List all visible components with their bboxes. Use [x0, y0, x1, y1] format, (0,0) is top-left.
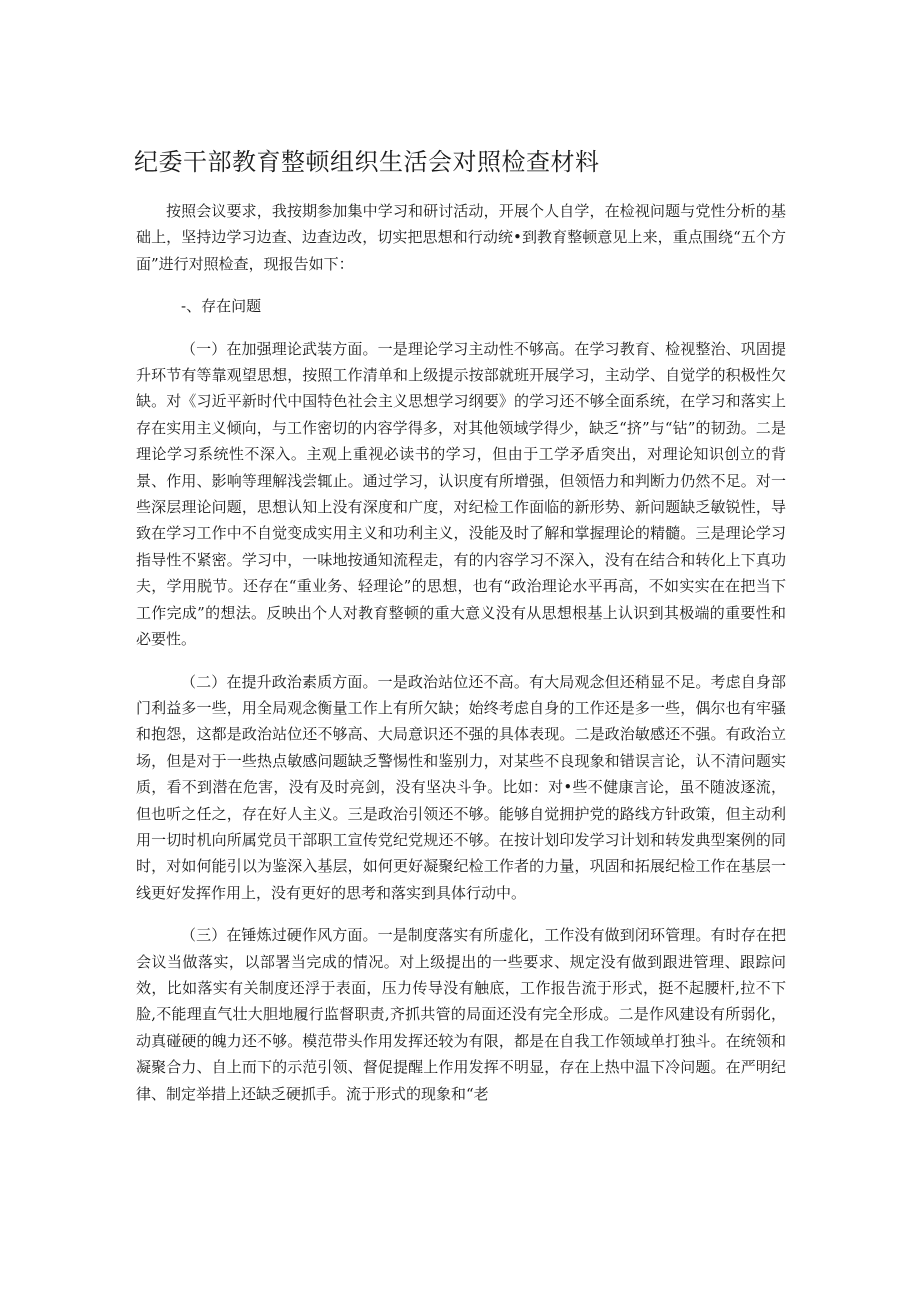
paragraph-style: （三）在锤炼过硬作风方面。一是制度落实有所虚化，工作没有做到闭环管理。有时存在把会议当做落实，以部署当完成的情况。对上级提出的一些要求、规定没有做到跟进管理、跟踪问效，比如落实有关制度还浮于表面，压力传导没有触底，工作报告流于形式，挺不起腰杆,拉不下脸,不能理直气壮大胆地履行监督职责,齐抓共管的局面还没有完全形成。二是作风建设有所弱化，动真碰硬的魄力还不够。模范带头作用发挥还较为有限，都是在自我工作领域单打独斗。在统领和凝聚合力、自上而下的示范引领、督促提醒上作用发挥不明显，存在上热中温下冷问题。在严明纪律、制定举措上还缺乏硬抓手。流于形式的现象和“老: [136, 926, 786, 1103]
section-heading: -、存在问题: [181, 297, 262, 316]
document-body: [136, 198, 786, 1123]
document-title: 纪委干部教育整顿组织生活会对照检查材料: [134, 148, 600, 176]
paragraph-politics: （二）在提升政治素质方面。一是政治站位还不高。有大局观念但还稍显不足。考虑自身部门利益多一些，用全局观念衡量工作上有所欠缺；始终考虑自身的工作还是多一些，偶尔也有牢骚和抱怨，这都是政治站位还不够高、大局意识还不强的具体表现。二是政治敏感还不强。有政治立场，但是对于一些热点敏感问题缺乏警惕性和鉴别力，对某些不良现象和错误言论，认不清问题实质，看不到潜在危害，没有及时亮剑，没有坚决斗争。比如：对•些不健康言论，虽不随波逐流，但也听之任之，存在好人主义。三是政治引领还不够。能够自觉拥护党的路线方针政策，但主动利用一切时机向所属党员干部职工宣传党纪党规还不够。在按计划印发学习计划和转发典型案例的同时，对如何能引以为鉴深入基层，如何更好凝聚纪检工作者的力量，巩固和拓展纪检工作在基层一线更好发挥作用上，没有更好的思考和落实到具体行动中。: [136, 672, 786, 902]
intro-paragraph: 按照会议要求，我按期参加集中学习和研讨活动，开展个人自学，在检视问题与党性分析的基础上，坚持边学习边查、边查边改，切实把思想和行动统•到教育整顿意见上来，重点围绕“五个方面”进行对照检查，现报告如下：: [136, 202, 786, 273]
paragraph-theory: （一）在加强理论武装方面。一是理论学习主动性不够高。在学习教育、检视整治、巩固提升环节有等靠观望思想，按照工作清单和上级提示按部就班开展学习，主动学、自觉学的积极性欠缺。对《习近平新时代中国特色社会主义思想学习纲要》的学习还不够全面系统，在学习和落实上存在实用主义倾向，与工作密切的内容学得多，对其他领域学得少，缺乏“挤”与“钻”的韧劲。二是理论学习系统性不深入。主观上重视必读书的学习，但由于工学矛盾突出，对理论知识创立的背景、作用、影响等理解浅尝辄止。通过学习，认识度有所增强，但领悟力和判断力仍然不足。对一些深层理论问题，思想认知上没有深度和广度，对纪检工作面临的新形势、新问题缺乏敏锐性，导致在学习工作中不自觉变成实用主义和功利主义，没能及时了解和掌握理论的精髓。三是理论学习指导性不紧密。学习中，一味地按通知流程走，有的内容学习不深入，没有在结合和转化上下真功夫，学用脱节。还存在“重业务、轻理论”的思想，也有“政治理论水平再高，不如实实在在把当下工作完成”的想法。反映出个人对教育整顿的重大意义没有从思想根基上认识到其极端的重要性和必要性。: [136, 339, 786, 649]
